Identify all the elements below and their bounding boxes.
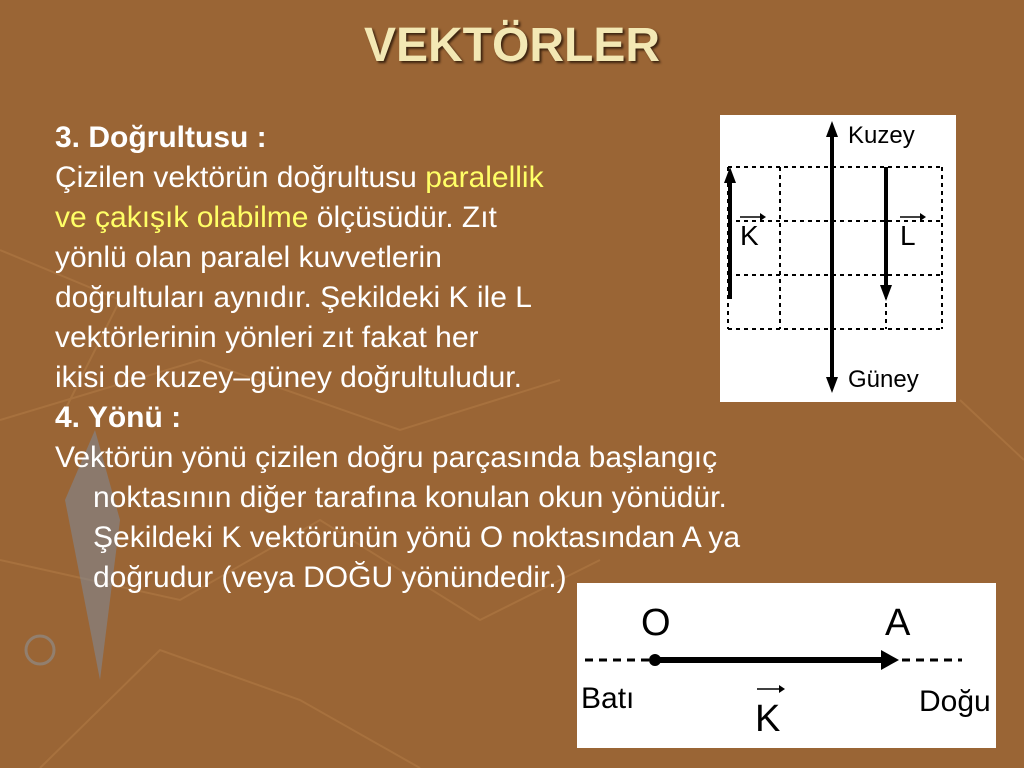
section3-text: ölçüsüdür. Zıt — [308, 201, 497, 234]
label-vector-k: K — [755, 698, 781, 740]
section4-line-3: Şekildeki K vektörünün yönü O noktasından A ya — [93, 521, 741, 554]
section4-block — [55, 398, 975, 598]
section4-line-2: noktasının diğer tarafına konulan okun yönüdür. — [93, 481, 727, 514]
label-vector-k: K — [740, 220, 759, 251]
label-east: Doğu — [919, 685, 991, 718]
label-point-a: A — [885, 602, 911, 644]
highlight-text: ve çakışık olabilme — [55, 201, 309, 234]
section4-heading: 4. Yönü : — [55, 401, 182, 434]
label-vector-l: L — [900, 220, 916, 251]
section4-line-4: doğrudur (veya DOĞU yönündedir.) — [93, 561, 567, 594]
label-point-o: O — [641, 602, 671, 644]
section3-text: Çizilen vektörün doğrultusu — [55, 161, 426, 194]
section3-line-3: yönlü olan paralel kuvvetlerin — [55, 241, 442, 274]
figure-north-south — [720, 115, 956, 402]
section3-line-6: ikisi de kuzey–güney doğrultuludur. — [55, 361, 522, 394]
label-north: Kuzey — [848, 122, 915, 149]
label-west: Batı — [581, 682, 635, 715]
section3-heading: 3. Doğrultusu : — [55, 121, 267, 154]
section4-line-1: Vektörün yönü çizilen doğru parçasında başlangıç — [55, 441, 718, 474]
section3-line-1 — [55, 158, 715, 198]
section3-line-5: vektörlerinin yönleri zıt fakat her — [55, 321, 479, 354]
highlight-text: paralellik — [425, 161, 544, 194]
section3-line-2 — [55, 198, 715, 238]
section3-line-4: doğrultuları aynıdır. Şekildeki K ile L — [55, 281, 532, 314]
figure-west-east — [577, 583, 996, 748]
section3-block — [55, 118, 715, 398]
label-south: Güney — [848, 366, 919, 393]
page-title: VEKTÖRLER — [363, 19, 660, 72]
